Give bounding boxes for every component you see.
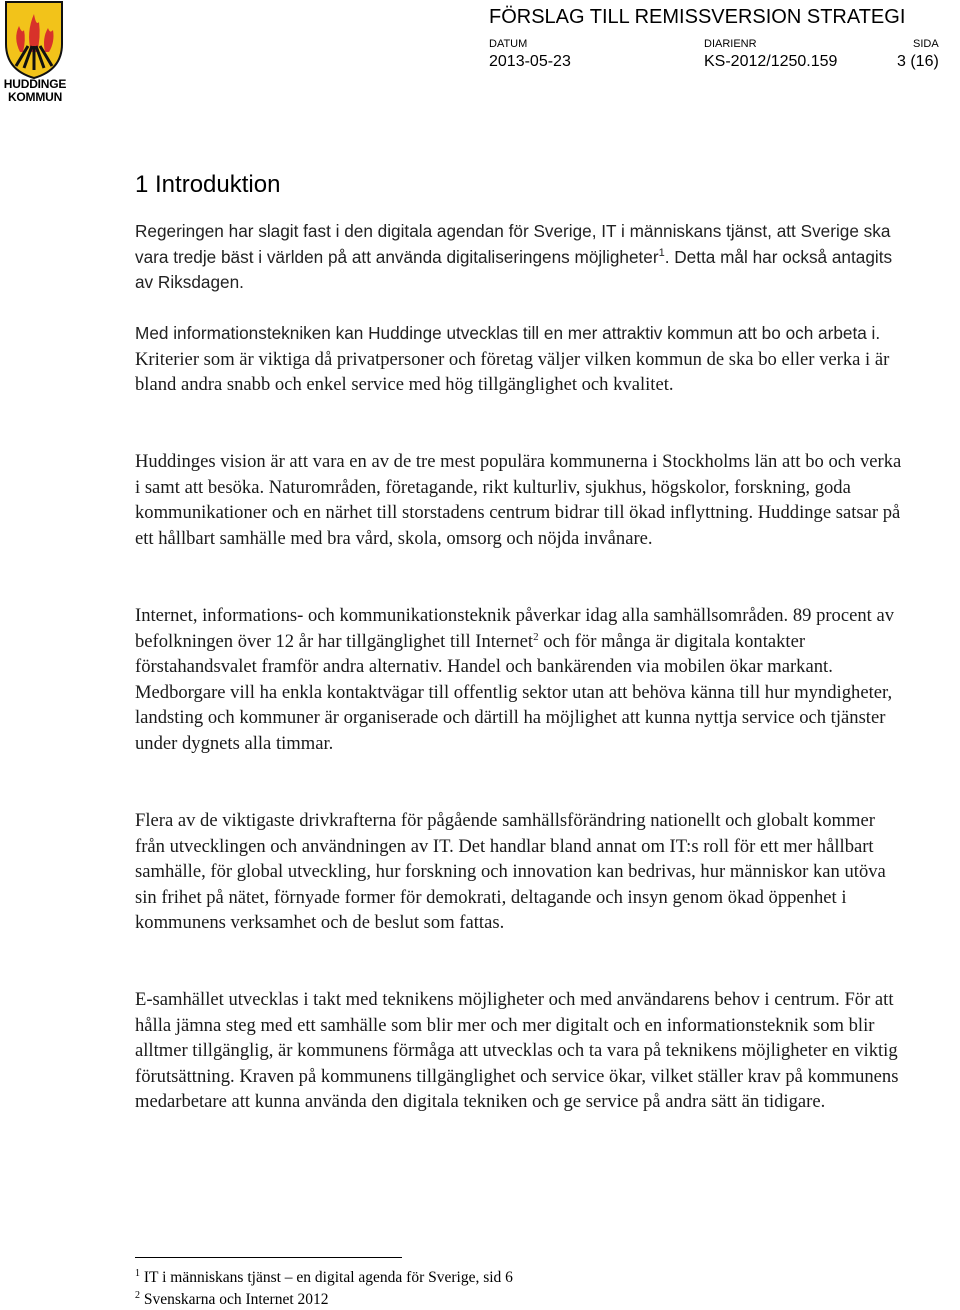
- footnote-2: [135, 1290, 329, 1310]
- paragraph-4-text-end: och för många är digitala kontakter förstahandsvalet framför andra alternativ. Handel och bankärenden via mobilen ökar markant. Medborgare vill ha enkla kontaktvägar till offentlig sektor utan att behöva känna till hur myndigheter, landsting och kommuner är organiserade och därtill ha möjlighet att kunna nyttja service och tjänster under dygnets alla timmar.: [135, 630, 893, 754]
- paragraph-1-text: Regeringen har slagit fast i den digitala agendan för Sverige, IT i människans tjänst, att Sverige ska vara tredje bäst i världen på att använda digitaliseringens möjligheter: [135, 221, 891, 267]
- paragraph-2-text: Kriterier som är viktiga då privatpersoner och företag väljer vilken kommun de ska bo eller verka i är bland andra snabb och enkel service med hög tillgänglighet och kvalitet.: [135, 348, 890, 396]
- paragraph-2: [135, 321, 905, 398]
- footnote-divider: [135, 1257, 402, 1258]
- paragraph-1: [135, 219, 905, 296]
- paragraph-4: [135, 603, 905, 757]
- paragraph-4-text: Internet, informations- och kommunikationsteknik påverkar idag alla samhällsområden. 89 procent av befolkningen över 12 år har tillgänglighet till Internet: [135, 605, 895, 652]
- paragraph-2-lead: Med informationstekniken kan Huddinge utvecklas till en mer attraktiv kommun att bo och arbeta i.: [135, 323, 881, 343]
- paragraph-6: E-samhället utvecklas i takt med teknikens möjligheter och med användarens behov i centrum. För att hålla jämna steg med ett samhälle som blir mer och mer digitalt och en informationsteknik som blir alltmer tillgänglig, är kommunens förmåga att utvecklas och ta vara på teknikens möjligheter en viktig förutsättning. Kraven på kommunens tillgänglighet och service ökar, vilket ställer krav på kommunens medarbetare att kunna använda den digitala tekniken och ge service på andra sätt än tidigare.: [135, 989, 899, 1113]
- coat-of-arms-icon: [2, 0, 66, 80]
- logo-text: [2, 78, 68, 104]
- footnote-2-text: Svenskarna och Internet 2012: [143, 1291, 329, 1308]
- page-label: SIDA: [913, 38, 939, 50]
- paragraph-5: Flera av de viktigaste drivkrafterna för pågående samhällsförändring nationellt och globalt kommer från utvecklingen och användningen av IT. Det handlar bland annat om IT:s roll för ett mer hållbart samhälle, för global utveckling, hur forskning och innovation kan bedrivas, hur människor kan utöva sin frihet på nätet, förnyade former för demokrati, deltagande och insyn genom ökad öppenhet i kommunens verksamhet och de beslut som fattas.: [135, 810, 886, 934]
- paragraph-1-text-end: . Detta mål har också antagits av Riksdagen.: [135, 246, 893, 293]
- footnote-1-text: IT i människans tjänst – en digital agenda för Sverige, sid 6: [143, 1269, 513, 1286]
- page-value: 3 (16): [897, 53, 939, 70]
- document-title: FÖRSLAG TILL REMISSVERSION STRATEGI: [489, 6, 906, 28]
- footnote-1-number: 1: [135, 1268, 140, 1279]
- footnote-2-number: 2: [135, 1290, 140, 1301]
- logo-text-line-2: KOMMUN: [7, 90, 63, 104]
- diarienr-value: KS-2012/1250.159: [704, 53, 838, 70]
- date-label: DATUM: [489, 38, 528, 50]
- footnote-ref-2: 2: [533, 630, 539, 643]
- footnote-1: [135, 1268, 513, 1288]
- municipality-logo: [2, 0, 66, 112]
- date-value: 2013-05-23: [489, 53, 571, 70]
- section-heading: 1 Introduktion: [135, 171, 281, 198]
- footnote-ref-1: 1: [658, 246, 665, 259]
- logo-text-line-1: HUDDINGE: [3, 77, 67, 91]
- diarienr-label: DIARIENR: [704, 38, 757, 50]
- paragraph-3: Huddinges vision är att vara en av de tre mest populära kommunerna i Stockholms län att bo och verka i samt att besöka. Naturområden, företagande, rikt kulturliv, sjukhus, högskolor, forskning, goda kommunikationer och en närhet till storstadens centrum bidrar till ökad inflyttning. Huddinge satsar på ett hållbart samhälle med bra vård, skola, omsorg och nöjda invånare.: [135, 451, 902, 549]
